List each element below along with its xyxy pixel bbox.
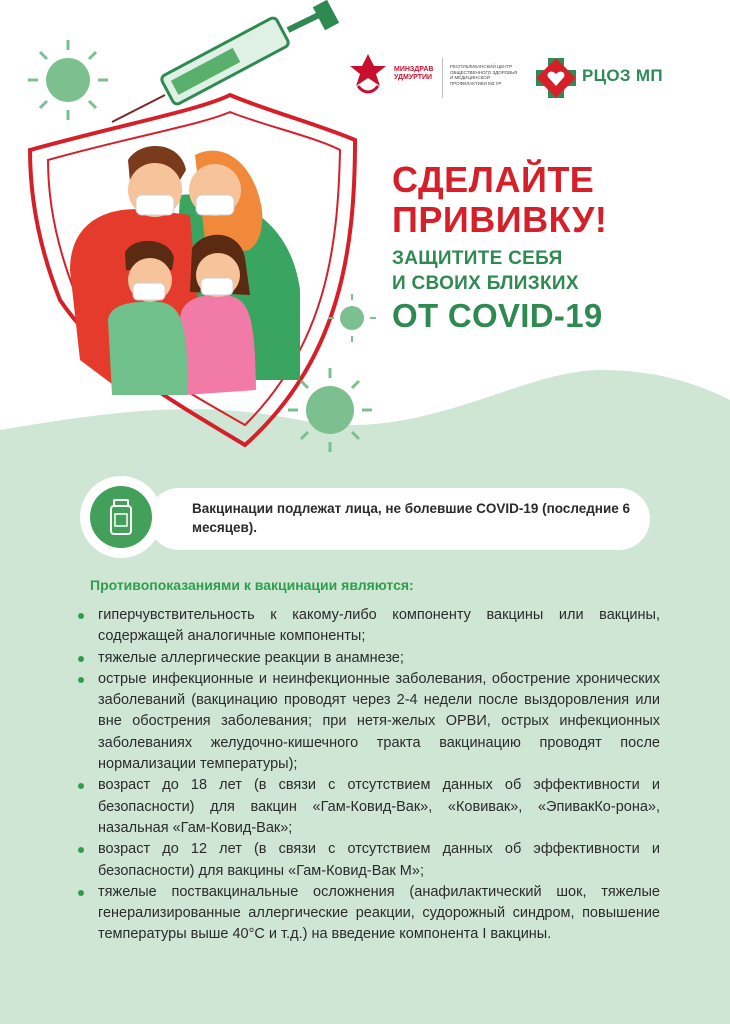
list-item-text: гиперчувствительность к какому-либо компоненту вакцины или вакцины, содержащей аналогичные компоненты; bbox=[98, 607, 660, 645]
header-logos bbox=[346, 52, 676, 102]
headline bbox=[392, 160, 722, 336]
page-title: СДЕЛАЙТЕ ПРИВИВКУ! bbox=[392, 159, 608, 240]
list-item-text: возраст до 12 лет (в связи с отсутствием данных об эффективности и безопасности) для вакцины «Гам-Ковид-Вак М»; bbox=[98, 841, 660, 879]
minzdrav-label: МИНЗДРАВ УДМУРТИИ bbox=[394, 66, 434, 81]
vial-badge bbox=[80, 476, 162, 558]
list-item bbox=[76, 605, 660, 648]
info-box bbox=[148, 488, 650, 550]
list-item bbox=[76, 839, 660, 882]
minzdrav-emblem-icon bbox=[346, 52, 390, 96]
minzdrav-logo bbox=[346, 52, 436, 102]
bullet-icon bbox=[78, 677, 84, 683]
list-item-text: тяжелые поствакцинальные осложнения (анафилактический шок, тяжелые генерализированные аллергические реакции, судорожный синдром, повышение температуры выше 40°С и т.д.) на введение компонента I вакцины. bbox=[98, 883, 660, 943]
list-item bbox=[76, 775, 660, 839]
center-label: РЕСПУБЛИКАНСКИЙ ЦЕНТР ОБЩЕСТВЕННОГО ЗДОРОВЬЯ И МЕДИЦИНСКОЙ ПРОФИЛАКТИКИ МЗ УР bbox=[450, 64, 518, 86]
family-shield-illustration bbox=[0, 0, 380, 470]
page-subtitle: ЗАЩИТИТЕ СЕБЯ И СВОИХ БЛИЗКИХ bbox=[392, 248, 579, 294]
bullet-icon bbox=[78, 847, 84, 853]
bullet-icon bbox=[78, 890, 84, 896]
rczmp-label: РЦОЗ МП bbox=[582, 66, 663, 85]
list-item bbox=[76, 669, 660, 775]
list-item-text: возраст до 18 лет (в связи с отсутствием данных об эффективности и безопасности) для вакцин «Гам-Ковид-Вак», «Ковивак», «ЭпивакКо-рона», назальная «Гам-Ковид-Вак»; bbox=[98, 777, 660, 836]
family-figures bbox=[70, 146, 300, 395]
list-item bbox=[76, 648, 660, 669]
list-item-text: тяжелые аллергические реакции в анамнезе; bbox=[98, 649, 404, 666]
bullet-icon bbox=[78, 613, 84, 619]
section-title: Противопоказаниями к вакцинации являются: bbox=[90, 577, 414, 593]
bullet-icon bbox=[78, 656, 84, 662]
contraindications-list bbox=[76, 605, 660, 946]
virus-icon bbox=[28, 40, 108, 120]
syringe-icon bbox=[112, 0, 339, 122]
list-item bbox=[76, 882, 660, 946]
logo-divider bbox=[442, 58, 443, 98]
rczmp-emblem-icon bbox=[534, 56, 578, 100]
list-item-text: острые инфекционные и неинфекционные заболевания, обострение хронических заболеваний (вакцинацию проводят через 2-4 недели после выздоровления или вне обострения заболевания; при нетя-желых ОРВИ, острых инфекционных заболеваниях желудочно-кишечного тракта вакцинацию проводят после нормализации температуры); bbox=[98, 670, 660, 773]
vial-icon bbox=[90, 486, 152, 548]
info-text: Вакцинации подлежат лица, не болевшие COVID-19 (последние 6 месяцев). bbox=[192, 501, 631, 535]
bullet-icon bbox=[78, 783, 84, 789]
covid-heading: ОТ COVID-19 bbox=[392, 297, 603, 334]
